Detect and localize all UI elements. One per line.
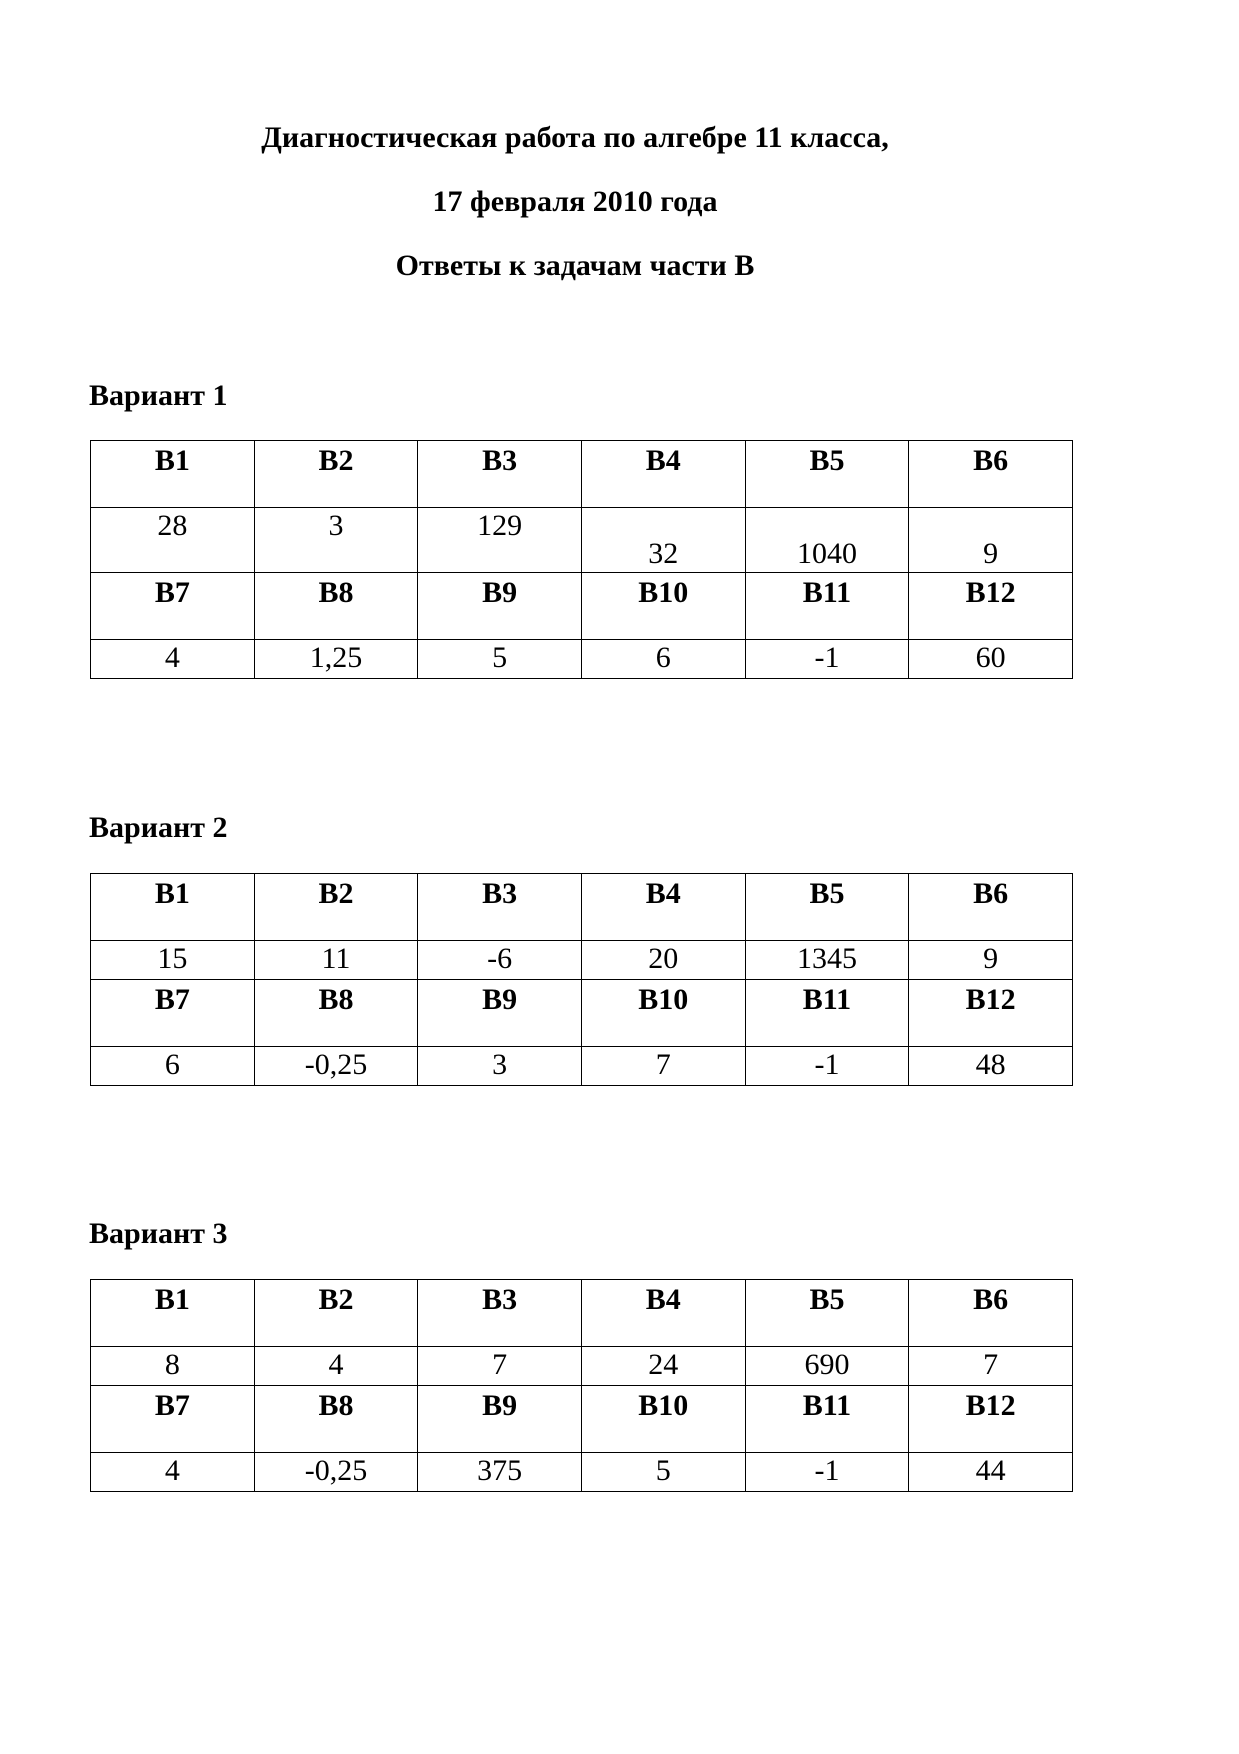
- variant-2-heading: Вариант 2: [89, 811, 228, 844]
- variant-1-heading: Вариант 1: [89, 379, 228, 412]
- answer-cell-wrap: [909, 508, 1073, 573]
- task-label: В6: [909, 874, 1073, 941]
- table-answer-row: [91, 508, 1073, 573]
- task-label: В3: [418, 441, 582, 508]
- task-label: В6: [909, 1280, 1073, 1347]
- table-header-row: [91, 1280, 1073, 1347]
- task-label: В6: [909, 441, 1073, 508]
- answer-cell: 4: [91, 640, 255, 679]
- answer-cell: -0,25: [254, 1047, 418, 1086]
- task-label: В9: [418, 980, 582, 1047]
- answer-cell: -6: [418, 941, 582, 980]
- answer-cell: 48: [909, 1047, 1073, 1086]
- answer-cell: 6: [91, 1047, 255, 1086]
- task-label: В12: [909, 980, 1073, 1047]
- answer-cell: -0,25: [254, 1453, 418, 1492]
- task-label: В1: [91, 1280, 255, 1347]
- answer-cell: 11: [254, 941, 418, 980]
- answer-cell: 7: [418, 1347, 582, 1386]
- task-label: В2: [254, 1280, 418, 1347]
- task-label: В5: [745, 1280, 909, 1347]
- answer-cell: 4: [91, 1453, 255, 1492]
- variant-3-heading: Вариант 3: [89, 1217, 228, 1250]
- task-label: В7: [91, 980, 255, 1047]
- answer-cell: 129: [418, 508, 582, 573]
- table-header-row: [91, 441, 1073, 508]
- task-label: В8: [254, 980, 418, 1047]
- answer-cell: 15: [91, 941, 255, 980]
- task-label: В9: [418, 573, 582, 640]
- table-header-row: [91, 874, 1073, 941]
- task-label: В4: [581, 1280, 745, 1347]
- task-label: В1: [91, 874, 255, 941]
- variant-3-answer-table: [90, 1279, 1073, 1492]
- task-label: В9: [418, 1386, 582, 1453]
- answer-cell: 6: [581, 640, 745, 679]
- document-title: Диагностическая работа по алгебре 11 класса,: [261, 121, 889, 154]
- task-label: В11: [745, 573, 909, 640]
- table-answer-row: [91, 941, 1073, 980]
- task-label: В2: [254, 441, 418, 508]
- answer-cell-wrap: [745, 508, 909, 573]
- answer-cell-wrap: [581, 508, 745, 573]
- task-label: В10: [581, 980, 745, 1047]
- answer-cell: 7: [581, 1047, 745, 1086]
- task-label: В3: [418, 1280, 582, 1347]
- task-label: В11: [745, 980, 909, 1047]
- answer-cell: 24: [581, 1347, 745, 1386]
- task-label: В12: [909, 573, 1073, 640]
- answer-cell: 32: [648, 537, 679, 570]
- task-label: В3: [418, 874, 582, 941]
- task-label: В7: [91, 573, 255, 640]
- answer-cell: 44: [909, 1453, 1073, 1492]
- task-label: В11: [745, 1386, 909, 1453]
- document-subtitle: Ответы к задачам части В: [395, 249, 755, 282]
- answer-cell: 3: [418, 1047, 582, 1086]
- answer-cell: 1040: [796, 537, 857, 570]
- answer-cell: -1: [745, 1453, 909, 1492]
- task-label: В5: [745, 441, 909, 508]
- table-header-row: [91, 573, 1073, 640]
- variant-1-answer-table: [90, 440, 1073, 679]
- answer-cell: 60: [909, 640, 1073, 679]
- document-date: 17 февраля 2010 года: [432, 185, 718, 218]
- answer-cell: 690: [745, 1347, 909, 1386]
- task-label: В12: [909, 1386, 1073, 1453]
- table-answer-row: [91, 640, 1073, 679]
- task-label: В1: [91, 441, 255, 508]
- task-label: В5: [745, 874, 909, 941]
- answer-cell: 20: [581, 941, 745, 980]
- table-answer-row: [91, 1047, 1073, 1086]
- answer-cell: -1: [745, 640, 909, 679]
- answer-cell: 4: [254, 1347, 418, 1386]
- task-label: В4: [581, 441, 745, 508]
- task-label: В10: [581, 1386, 745, 1453]
- task-label: В8: [254, 1386, 418, 1453]
- answer-cell: 375: [418, 1453, 582, 1492]
- answer-cell: 3: [254, 508, 418, 573]
- variant-2-answer-table: [90, 873, 1073, 1086]
- answer-cell: -1: [745, 1047, 909, 1086]
- task-label: В8: [254, 573, 418, 640]
- answer-cell: 1345: [745, 941, 909, 980]
- task-label: В4: [581, 874, 745, 941]
- answer-cell: 9: [983, 537, 999, 570]
- task-label: В7: [91, 1386, 255, 1453]
- table-header-row: [91, 980, 1073, 1047]
- table-answer-row: [91, 1453, 1073, 1492]
- table-header-row: [91, 1386, 1073, 1453]
- answer-cell: 7: [909, 1347, 1073, 1386]
- task-label: В2: [254, 874, 418, 941]
- answer-cell: 9: [909, 941, 1073, 980]
- answer-cell: 28: [91, 508, 255, 573]
- answer-cell: 8: [91, 1347, 255, 1386]
- task-label: В10: [581, 573, 745, 640]
- table-answer-row: [91, 1347, 1073, 1386]
- answer-cell: 1,25: [254, 640, 418, 679]
- answer-cell: 5: [581, 1453, 745, 1492]
- answer-cell: 5: [418, 640, 582, 679]
